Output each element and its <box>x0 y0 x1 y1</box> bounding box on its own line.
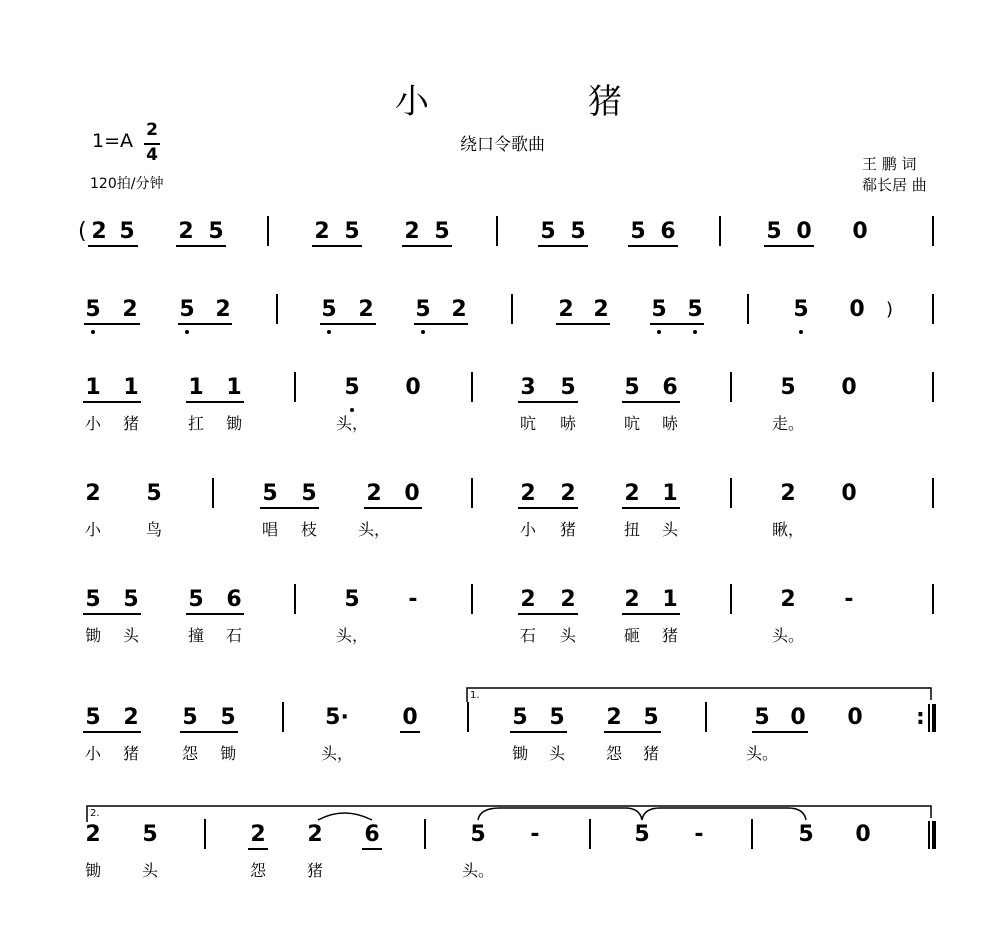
note: 2 <box>606 705 622 730</box>
lyric: 吭 <box>623 414 641 433</box>
lyric: 小 <box>84 414 102 433</box>
note: 2 <box>451 297 467 322</box>
lyric: 头 <box>548 744 566 763</box>
slur <box>642 808 806 820</box>
note: 5 <box>344 587 360 612</box>
note: 0 <box>849 297 865 322</box>
lyric: 瞅， <box>771 520 805 539</box>
title-char-1: 小 <box>395 82 429 122</box>
note: 5 <box>123 587 139 612</box>
intro-open-paren: ( <box>78 219 87 244</box>
lyric: 头 <box>661 520 679 539</box>
note: 2 <box>366 481 382 506</box>
note: 1 <box>85 375 101 400</box>
lyric: 锄 <box>84 861 102 880</box>
lyric: 锄 <box>511 744 529 763</box>
note: 5 <box>208 219 224 244</box>
lyric: 怨 <box>605 744 623 763</box>
note: 2 <box>250 822 266 847</box>
lyric: 小 <box>519 520 537 539</box>
note: 6 <box>226 587 242 612</box>
note: 2 <box>520 587 536 612</box>
lower-octave-dot <box>350 408 354 412</box>
lyric: 头 <box>141 861 159 880</box>
note: 0 <box>841 375 857 400</box>
note: 5 <box>624 375 640 400</box>
lower-octave-dot <box>421 330 425 334</box>
title-char-2: 猪 <box>588 82 622 122</box>
note: - <box>694 822 704 847</box>
lower-octave-dot <box>185 330 189 334</box>
note: 2 <box>123 705 139 730</box>
lyric: 头， <box>335 626 369 645</box>
note: 2 <box>358 297 374 322</box>
note: 5 <box>321 297 337 322</box>
note: 5 <box>754 705 770 730</box>
lower-octave-dot <box>799 330 803 334</box>
note: 5 <box>549 705 565 730</box>
lyric: 锄 <box>225 414 243 433</box>
intro-close-paren: ) <box>886 299 894 320</box>
note: 5 <box>687 297 703 322</box>
volta-1-label: 1. <box>470 690 480 701</box>
note: 2 <box>85 822 101 847</box>
lyric: 猪 <box>122 744 140 763</box>
lyric: 扭 <box>623 520 641 539</box>
note: 5 <box>651 297 667 322</box>
note: 0 <box>402 705 418 730</box>
volta-2-bracket <box>87 806 931 822</box>
note: 6 <box>364 822 380 847</box>
lower-octave-dot <box>657 330 661 334</box>
lyric: 撞 <box>187 626 205 645</box>
note: 5 <box>179 297 195 322</box>
lyric: 头， <box>320 744 354 763</box>
note: 6 <box>662 375 678 400</box>
lyric: 小 <box>84 744 102 763</box>
note: 5 <box>262 481 278 506</box>
note: 0 <box>852 219 868 244</box>
note: 2 <box>91 219 107 244</box>
lyric: 头， <box>357 520 391 539</box>
note: 5 <box>182 705 198 730</box>
volta-1-bracket <box>467 688 931 702</box>
note: 5 <box>793 297 809 322</box>
note: 5 <box>344 219 360 244</box>
lyric: 鸟 <box>145 520 163 539</box>
note: 1 <box>188 375 204 400</box>
note: 5 <box>798 822 814 847</box>
note: 1 <box>226 375 242 400</box>
note: 0 <box>847 705 863 730</box>
note: 0 <box>404 481 420 506</box>
note: - <box>844 587 854 612</box>
note: 2 <box>215 297 231 322</box>
note: 5 <box>85 297 101 322</box>
tempo: 120拍/分钟 <box>90 176 164 192</box>
slur <box>318 813 372 820</box>
note: 0 <box>841 481 857 506</box>
note: 5 <box>142 822 158 847</box>
note: 5 <box>766 219 782 244</box>
slur <box>478 808 642 820</box>
lyric: 猪 <box>559 520 577 539</box>
note: 6 <box>660 219 676 244</box>
lyric: 猪 <box>122 414 140 433</box>
time-signature-top: 2 <box>146 120 158 140</box>
note: 5· <box>325 705 349 730</box>
lyric: 锄 <box>84 626 102 645</box>
note: 2 <box>314 219 330 244</box>
note: 5 <box>188 587 204 612</box>
note: 1 <box>662 481 678 506</box>
lyric: 头， <box>335 414 369 433</box>
note: 2 <box>560 587 576 612</box>
lyric: 砸 <box>623 626 641 645</box>
note: 2 <box>780 587 796 612</box>
lyric: 唱 <box>261 520 279 539</box>
volta-2-label: 2. <box>90 808 100 819</box>
note: 2 <box>558 297 574 322</box>
lyric: 哧 <box>559 414 577 433</box>
lyric: 头。 <box>771 626 805 645</box>
note: 5 <box>220 705 236 730</box>
note: 5 <box>146 481 162 506</box>
note: 2 <box>85 481 101 506</box>
note: 0 <box>790 705 806 730</box>
lyric: 怨 <box>181 744 199 763</box>
note: 5 <box>415 297 431 322</box>
lyric: 头 <box>122 626 140 645</box>
note: 1 <box>123 375 139 400</box>
lyric: 哧 <box>661 414 679 433</box>
lower-octave-dot <box>327 330 331 334</box>
note: 5 <box>434 219 450 244</box>
lower-octave-dot <box>693 330 697 334</box>
note: 5 <box>634 822 650 847</box>
note: 2 <box>520 481 536 506</box>
lyric: 猪 <box>306 861 324 880</box>
note: 5 <box>85 587 101 612</box>
note: 0 <box>405 375 421 400</box>
lyric: 石 <box>225 626 243 645</box>
note: 5 <box>119 219 135 244</box>
note: 5 <box>540 219 556 244</box>
note: - <box>408 587 418 612</box>
note: 2 <box>624 481 640 506</box>
note: 5 <box>570 219 586 244</box>
lyric: 头。 <box>745 744 779 763</box>
note: 5 <box>344 375 360 400</box>
composer-credit: 郗长居 曲 <box>862 176 927 194</box>
note: 2 <box>404 219 420 244</box>
note: 0 <box>796 219 812 244</box>
note: 2 <box>122 297 138 322</box>
note: 0 <box>855 822 871 847</box>
key-signature: 1=A <box>92 130 134 152</box>
note: 2 <box>593 297 609 322</box>
note: 2 <box>624 587 640 612</box>
lower-octave-dot <box>91 330 95 334</box>
lyric: 扛 <box>187 414 205 433</box>
note: 5 <box>512 705 528 730</box>
note: - <box>530 822 540 847</box>
note: 5 <box>470 822 486 847</box>
note: 2 <box>560 481 576 506</box>
note: 3 <box>520 375 536 400</box>
lyric: 枝 <box>300 520 318 539</box>
note: 2 <box>780 481 796 506</box>
note: 2 <box>178 219 194 244</box>
subtitle: 绕口令歌曲 <box>460 135 545 155</box>
note: 1 <box>662 587 678 612</box>
lyric: 头。 <box>461 861 495 880</box>
lyric: 猪 <box>661 626 679 645</box>
time-signature-bottom: 4 <box>146 145 158 165</box>
lyric: 吭 <box>519 414 537 433</box>
lyric: 锄 <box>219 744 237 763</box>
note: 5 <box>560 375 576 400</box>
note: 5 <box>643 705 659 730</box>
note: 5 <box>780 375 796 400</box>
lyricist-credit: 王 鹏 词 <box>862 155 917 173</box>
lyric: 头 <box>559 626 577 645</box>
note: 2 <box>307 822 323 847</box>
note: 5 <box>630 219 646 244</box>
lyric: 石 <box>519 626 537 645</box>
lyric: 怨 <box>249 861 267 880</box>
lyric: 小 <box>84 520 102 539</box>
repeat-dots: : <box>916 705 925 730</box>
note: 5 <box>301 481 317 506</box>
lyric: 猪 <box>642 744 660 763</box>
note: 5 <box>85 705 101 730</box>
lyric: 走。 <box>771 414 805 433</box>
